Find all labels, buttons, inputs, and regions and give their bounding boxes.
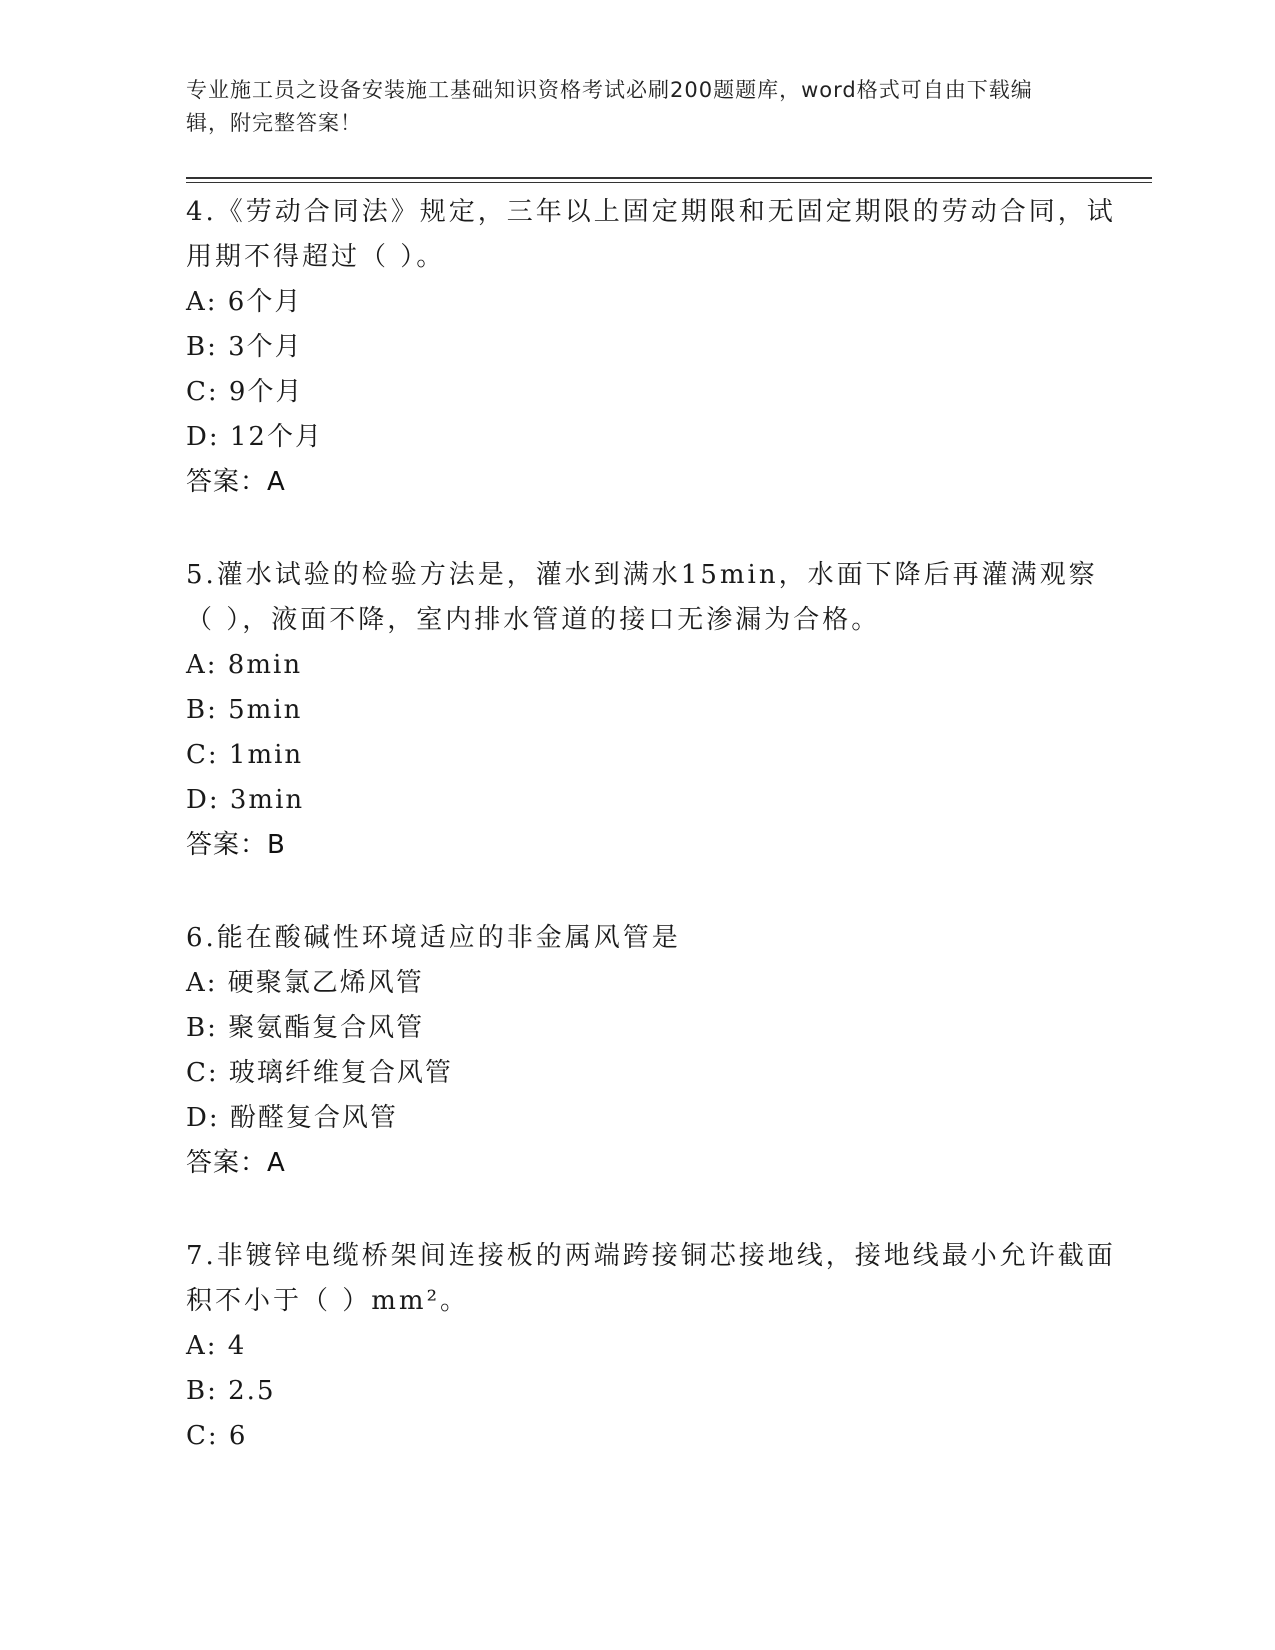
option-b: B: 聚氨酯复合风管 <box>186 1013 425 1043</box>
answer-line: 答案：A <box>186 467 286 497</box>
header-divider <box>186 177 1152 183</box>
question-stem: 7.非镀锌电缆桥架间连接板的两端跨接铜芯接地线，接地线最小允许截面积不小于（ ）mm²。 <box>186 1241 1116 1316</box>
question-item <box>186 916 1126 1186</box>
option-c: C: 玻璃纤维复合风管 <box>186 1058 453 1088</box>
question-item <box>186 553 1126 868</box>
option-d: D: 12个月 <box>186 422 323 452</box>
question-stem: 4.《劳动合同法》规定，三年以上固定期限和无固定期限的劳动合同，试用期不得超过（ ）。 <box>186 197 1116 272</box>
answer-line: 答案：B <box>186 830 286 860</box>
document-header: 专业施工员之设备安装施工基础知识资格考试必刷200题题库，word格式可自由下载编辑，附完整答案！ <box>186 78 1033 135</box>
option-a: A: 8min <box>186 650 303 680</box>
question-stem: 5.灌水试验的检验方法是，灌水到满水15min，水面下降后再灌满观察（ ），液面不降，室内排水管道的接口无渗漏为合格。 <box>186 560 1098 635</box>
option-a: A: 6个月 <box>186 287 303 317</box>
option-c: C: 6 <box>186 1421 248 1451</box>
option-c: C: 1min <box>186 740 304 770</box>
question-stem: 6.能在酸碱性环境适应的非金属风管是 <box>186 923 681 953</box>
question-item <box>186 1234 1126 1459</box>
answer-line: 答案：A <box>186 1148 286 1178</box>
option-b: B: 5min <box>186 695 303 725</box>
question-item <box>186 190 1126 505</box>
option-a: A: 硬聚氯乙烯风管 <box>186 968 424 998</box>
option-d: D: 3min <box>186 785 305 815</box>
question-list <box>186 190 1126 1507</box>
option-d: D: 酚醛复合风管 <box>186 1103 398 1133</box>
option-b: B: 3个月 <box>186 332 303 362</box>
option-a: A: 4 <box>186 1331 247 1361</box>
option-c: C: 9个月 <box>186 377 304 407</box>
option-b: B: 2.5 <box>186 1376 276 1406</box>
